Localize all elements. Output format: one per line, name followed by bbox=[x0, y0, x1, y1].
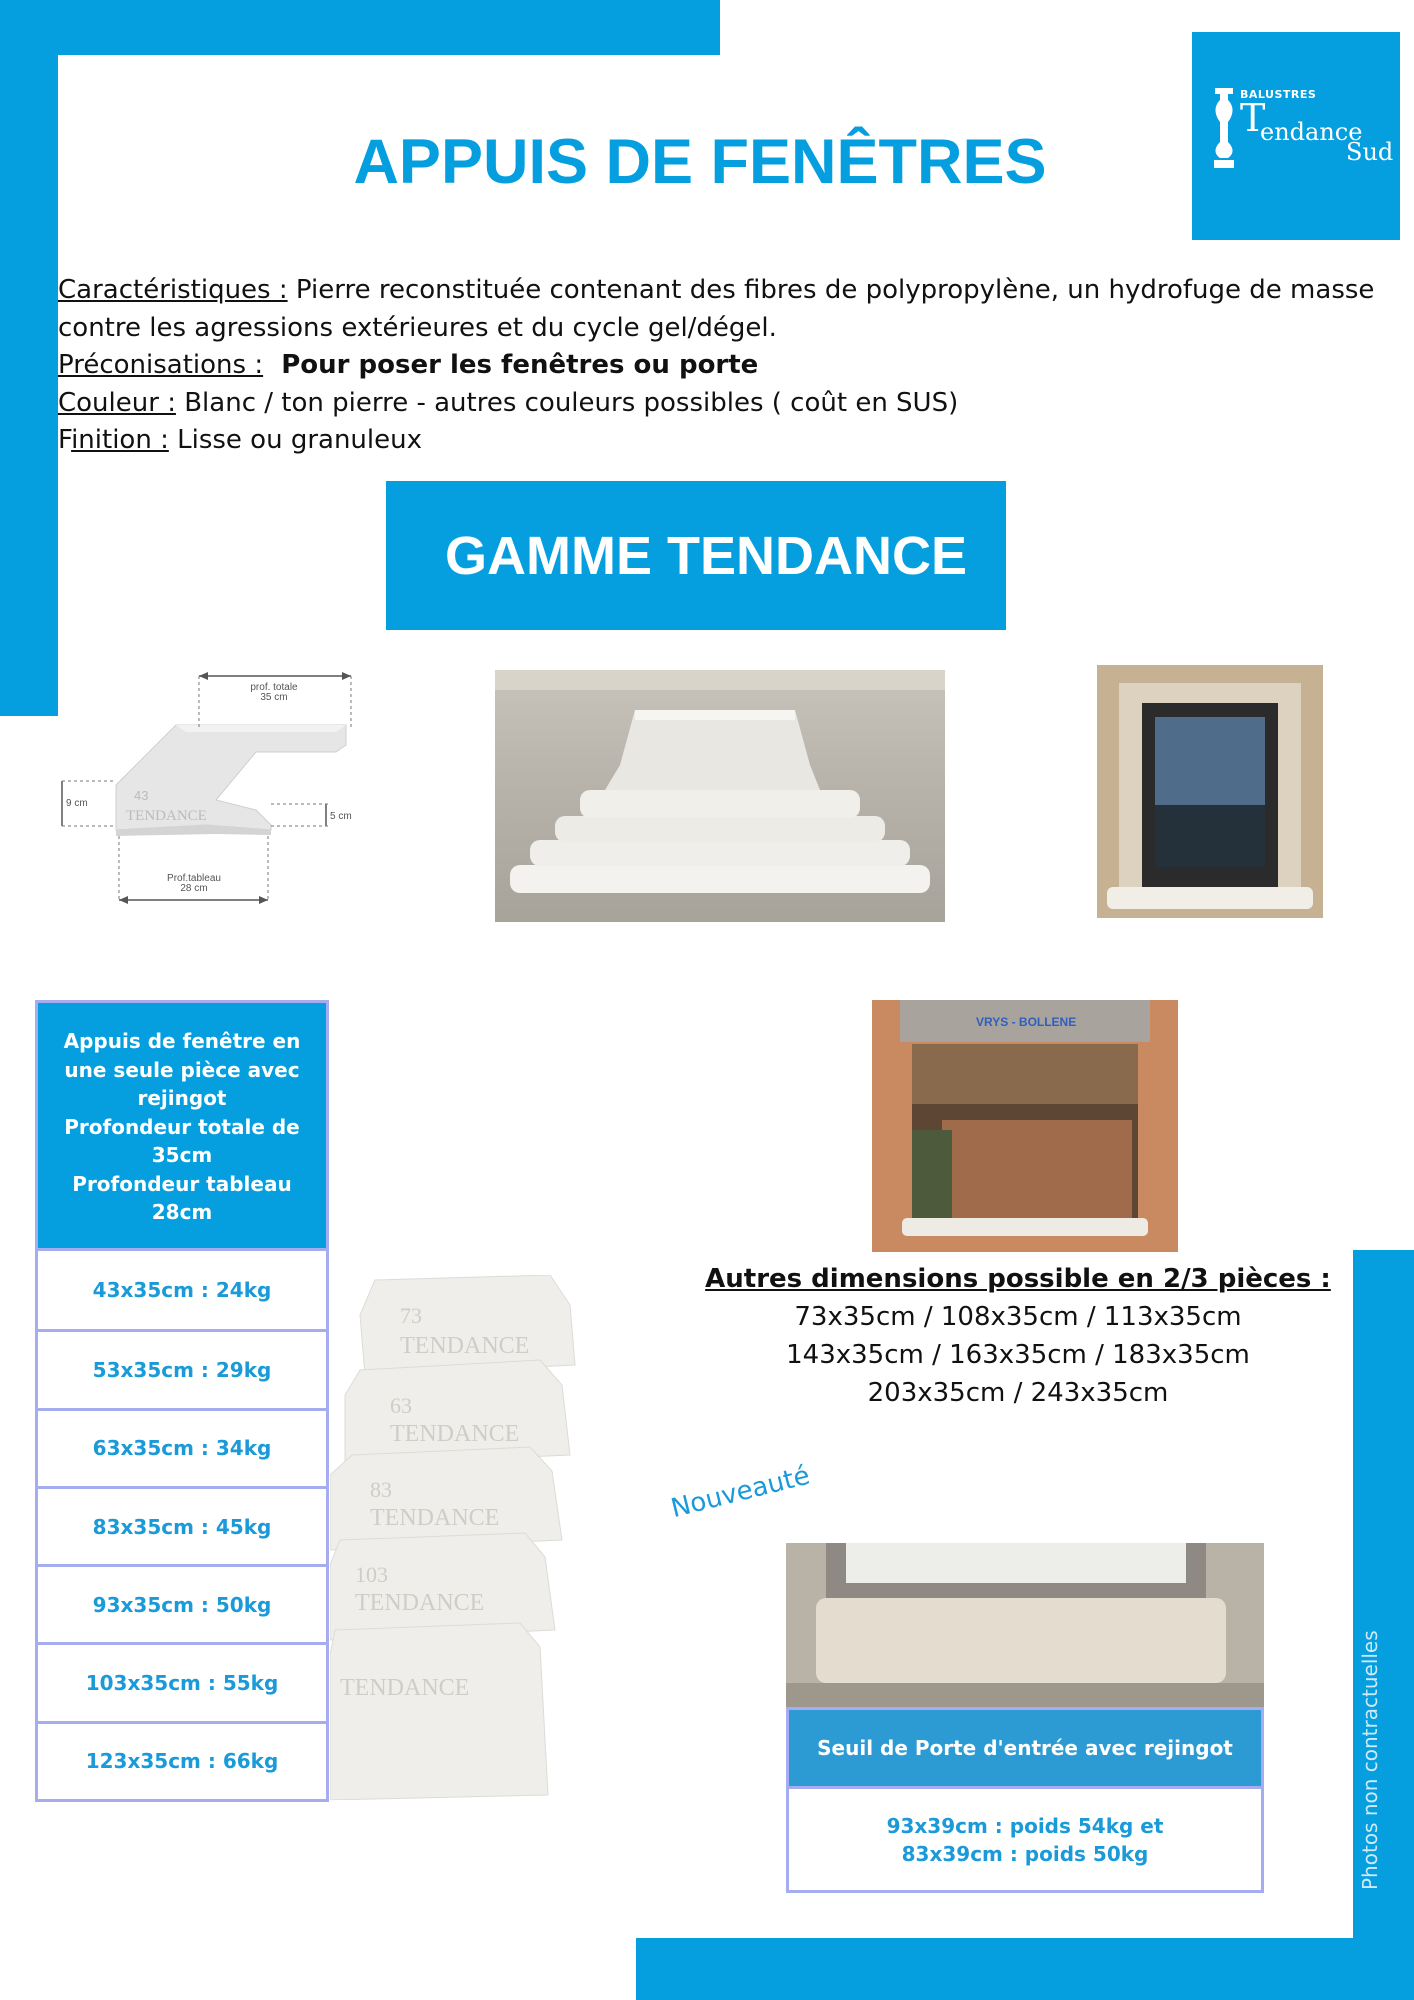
characteristic-label: Couleur : bbox=[58, 387, 176, 418]
product-row: 93x35cm : 50kg bbox=[38, 1564, 326, 1642]
photo-installed-window bbox=[1097, 665, 1323, 918]
gamme-banner: GAMME TENDANCE bbox=[386, 481, 1006, 630]
characteristic-line bbox=[58, 272, 1378, 347]
photos-disclaimer: Photos non contractuelles bbox=[1358, 1630, 1382, 1890]
product-row: 103x35cm : 55kg bbox=[38, 1642, 326, 1720]
characteristic-label: inition : bbox=[71, 425, 169, 455]
product-row: 43x35cm : 24kg bbox=[92, 1278, 272, 1303]
header-line: rejingot bbox=[137, 1086, 227, 1110]
window-illustration bbox=[1097, 665, 1323, 918]
lintel-label: VRYS - BOLLENE bbox=[976, 1015, 1077, 1029]
window-opening-illustration bbox=[872, 1000, 1178, 1252]
product-size-table bbox=[35, 1000, 329, 1802]
stack-engraving: TENDANCE bbox=[355, 1590, 485, 1616]
stack-engraving: TENDANCE bbox=[370, 1505, 500, 1531]
diagram-engraving-brand: TENDANCE bbox=[126, 808, 207, 824]
header-line: Appuis de fenêtre en bbox=[63, 1029, 301, 1053]
diagram-prof-tableau: Prof.tableau bbox=[167, 873, 221, 884]
other-dimensions-line: 203x35cm / 243x35cm bbox=[867, 1378, 1169, 1408]
diagram-prof-totale-value: 35 cm bbox=[260, 692, 288, 703]
characteristic-line bbox=[58, 385, 1378, 423]
seuil-header: Seuil de Porte d'entrée avec rejingot bbox=[789, 1710, 1261, 1789]
characteristic-label-first: F bbox=[58, 425, 72, 455]
photo-door-threshold bbox=[786, 1543, 1264, 1707]
stack-engraving: TENDANCE bbox=[390, 1421, 520, 1447]
brand-logo bbox=[1192, 32, 1400, 240]
product-row: 53x35cm : 29kg bbox=[38, 1329, 326, 1407]
header-line: 28cm bbox=[151, 1200, 213, 1224]
characteristic-text: Pierre reconstituée contenant des fibres de polypropylène, un hydrofuge de masse contre les agressions extérieures et du cycle gel/dégel. bbox=[58, 275, 1375, 343]
nouveaute-label: Nouveauté bbox=[668, 1460, 813, 1525]
product-row: 123x35cm : 66kg bbox=[38, 1721, 326, 1799]
baluster-icon bbox=[1212, 88, 1236, 168]
characteristic-line bbox=[58, 347, 1378, 385]
diagram-engraving-num: 43 bbox=[134, 788, 149, 803]
other-dimensions-line: 73x35cm / 108x35cm / 113x35cm bbox=[794, 1302, 1242, 1332]
left-bar bbox=[0, 0, 58, 716]
seuil-body bbox=[789, 1789, 1261, 1890]
top-left-bar bbox=[0, 0, 720, 55]
diagram-height: 9 cm bbox=[66, 798, 88, 809]
bottom-bar bbox=[636, 1938, 1414, 2000]
stack-engraving: TENDANCE bbox=[400, 1333, 530, 1359]
header-line: 35cm bbox=[151, 1143, 213, 1167]
stack-engraving: 103 bbox=[355, 1562, 388, 1587]
other-dimensions-line: 143x35cm / 163x35cm / 183x35cm bbox=[786, 1340, 1250, 1370]
stack-engraving: 63 bbox=[390, 1393, 412, 1418]
seuil-line: 83x39cm : poids 50kg bbox=[901, 1841, 1149, 1866]
product-table-header bbox=[38, 1003, 326, 1251]
other-dimensions bbox=[690, 1260, 1346, 1412]
photo-stacked-sills bbox=[495, 670, 945, 922]
characteristic-line bbox=[58, 422, 1378, 460]
threshold-illustration bbox=[786, 1543, 1264, 1707]
characteristic-label: Préconisations : bbox=[58, 350, 264, 380]
diagram-prof-totale: prof. totale bbox=[250, 682, 298, 693]
diagram-prof-tableau-value: 28 cm bbox=[180, 883, 208, 894]
stack-engraving: 83 bbox=[370, 1477, 392, 1502]
logo-sud: Sud bbox=[1346, 138, 1394, 166]
product-row: 83x35cm : 45kg bbox=[38, 1486, 326, 1564]
stack-engraving: TENDANCE bbox=[340, 1675, 470, 1701]
sill-stack-illustration bbox=[330, 1275, 608, 1800]
seuil-line: 93x39cm : poids 54kg et bbox=[886, 1813, 1164, 1838]
logo-endance: endance bbox=[1260, 118, 1363, 146]
other-dimensions-heading: Autres dimensions possible en 2/3 pièces : bbox=[705, 1264, 1331, 1294]
characteristic-text: Pour poser les fenêtres ou porte bbox=[263, 350, 759, 380]
characteristic-text: Blanc / ton pierre - autres couleurs possibles ( coût en SUS) bbox=[175, 387, 959, 418]
characteristics-block bbox=[58, 272, 1378, 460]
header-line: Profondeur totale de bbox=[64, 1114, 300, 1139]
header-line: une seule pièce avec bbox=[64, 1057, 300, 1082]
logo-t: T bbox=[1240, 96, 1266, 140]
photo-sill-stack-side bbox=[330, 1275, 608, 1800]
seuil-table bbox=[786, 1707, 1264, 1893]
characteristic-label: Caractéristiques : bbox=[58, 275, 288, 305]
characteristic-text: Lisse ou granuleux bbox=[168, 425, 422, 455]
product-row: 63x35cm : 34kg bbox=[38, 1408, 326, 1486]
header-line: Profondeur tableau bbox=[72, 1171, 292, 1196]
logo-small-text: BALUSTRES bbox=[1240, 88, 1317, 101]
photo-window-opening bbox=[872, 1000, 1178, 1252]
stacked-sills-illustration bbox=[495, 670, 945, 922]
stack-engraving: 73 bbox=[400, 1303, 422, 1328]
diagram-rejingot: 5 cm bbox=[330, 811, 352, 822]
page-title: APPUIS DE FENÊTRES bbox=[353, 127, 1047, 197]
sill-dimension-diagram bbox=[56, 660, 366, 910]
